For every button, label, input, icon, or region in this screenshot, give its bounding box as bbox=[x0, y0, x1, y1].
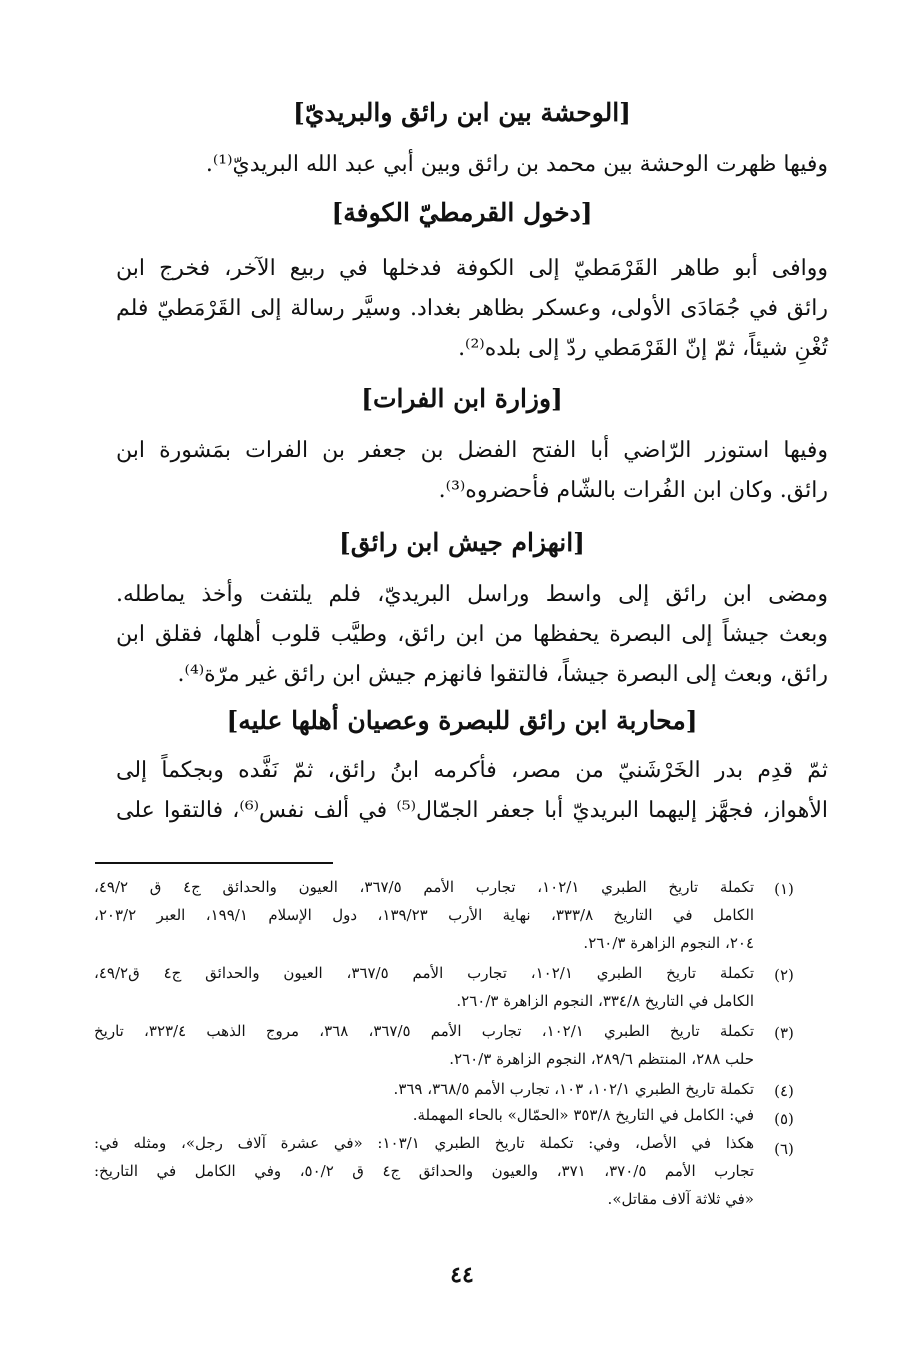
text-line: ووافى أبو طاهر القَرْمَطيّ إلى الكوفة فدخلها في ربيع الآخر، فخرج ابن bbox=[116, 256, 828, 281]
text-line: وفيها ظهرت الوحشة بين محمد بن رائق وبين أبي عبد الله البريديّ⁽¹⁾. bbox=[205, 152, 828, 177]
footnote-line: الكامل في التاريخ ٣٣٣/٨، نهاية الأرب ١٣٩/٢٣، دول الإسلام ١٩٩/١، العبر ٢٠٣/٢، bbox=[94, 906, 755, 924]
text-line: تُغْنِ شيئاً، ثمّ إنّ القَرْمَطي ردّ إلى بلده⁽²⁾. bbox=[458, 336, 828, 361]
section-heading: [محاربة ابن رائق للبصرة وعصيان أهلها عليه] bbox=[226, 706, 698, 735]
footnote-number: (٢) bbox=[774, 966, 794, 984]
footnote-number: (٥) bbox=[774, 1110, 794, 1128]
page-number: ٤٤ bbox=[450, 1262, 474, 1288]
footnote-line: تكملة تاريخ الطبري ١٠٢/١، تجارب الأمم ٣٦٧/٥، ٣٦٨، مروج الذهب ٣٢٣/٤، تاريخ bbox=[94, 1022, 755, 1040]
footnote-line: ٢٠٤، النجوم الزاهرة ٢٦٠/٣. bbox=[583, 934, 754, 952]
text-line: رائق. وكان ابن الفُرات بالشّام فأحضروه⁽³⁾. bbox=[438, 478, 828, 503]
text-line: رائق، وبعث إلى البصرة جيشاً، فالتقوا فانهزم جيش ابن رائق غير مرّة⁽⁴⁾. bbox=[177, 662, 828, 687]
footnote-line: تكملة تاريخ الطبري ١٠٢/١، ١٠٣، تجارب الأمم ٣٦٨/٥، ٣٦٩. bbox=[393, 1080, 754, 1098]
footnote-line: تكملة تاريخ الطبري ١٠٢/١، تجارب الأمم ٣٦٧/٥، العيون والحدائق ج٤ ق ٤٩/٢، bbox=[94, 878, 755, 896]
footnote-number: (٤) bbox=[774, 1082, 794, 1100]
text-line: ثمّ قدِم بدر الخَرْشَنيّ من مصر، فأكرمه ابنُ رائق، ثمّ نَفَّده وبجكماً إلى bbox=[116, 758, 828, 783]
footnote-line: «في ثلاثة آلاف مقاتل». bbox=[607, 1190, 754, 1208]
footnote-line: في: الكامل في التاريخ ٣٥٣/٨ «الحمّال» بالحاء المهملة. bbox=[412, 1106, 754, 1124]
section-heading: [الوحشة بين ابن رائق والبريديّ] bbox=[292, 98, 632, 127]
section-heading: [دخول القرمطيّ الكوفة] bbox=[331, 198, 593, 227]
footnote-number: (٣) bbox=[774, 1024, 794, 1042]
text-line: ومضى ابن رائق إلى واسط وراسل البريديّ، فلم يلتفت وأخذ يماطله. bbox=[116, 582, 828, 607]
text-line: رائق في جُمَادَى الأولى، وعسكر بظاهر بغداد. وسيَّر رسالة إلى القَرْمَطيّ فلم bbox=[116, 296, 828, 321]
footnote-line: الكامل في التاريخ ٣٣٤/٨، النجوم الزاهرة ٢٦٠/٣. bbox=[456, 992, 754, 1010]
section-heading: [وزارة ابن الفرات] bbox=[361, 384, 563, 413]
footnote-number: (١) bbox=[774, 880, 794, 898]
footnote-line: تكملة تاريخ الطبري ١٠٢/١، تجارب الأمم ٣٦٧/٥، العيون والحدائق ج٤ ق٤٩/٢، bbox=[94, 964, 755, 982]
text-line: الأهواز، فجهَّز إليهما البريديّ أبا جعفر الجمّال⁽⁵⁾ في ألف نفس⁽⁶⁾، فالتقوا على bbox=[116, 798, 828, 823]
footnote-line: حلب ٢٨٨، المنتظم ٢٨٩/٦، النجوم الزاهرة ٢٦٠/٣. bbox=[449, 1050, 754, 1068]
footnote-line: تجارب الأمم ٣٧٠/٥، ٣٧١، والعيون والحدائق ج٤ ق ٥٠/٢، وفي الكامل في التاريخ: bbox=[94, 1162, 754, 1180]
footnote-line: هكذا في الأصل، وفي: تكملة تاريخ الطبري ١٠٣/١: «في عشرة آلاف رجل»، ومثله في: bbox=[94, 1134, 754, 1152]
section-heading: [انهزام جيش ابن رائق] bbox=[338, 528, 586, 557]
footnote-number: (٦) bbox=[774, 1140, 794, 1158]
footnote-separator bbox=[95, 862, 333, 864]
text-line: وبعث جيشاً إلى البصرة يحفظها من ابن رائق، وطيَّب قلوب أهلها، فقلق ابن bbox=[116, 622, 828, 647]
text-line: وفيها استوزر الرّاضي أبا الفتح الفضل بن جعفر بن الفرات بمَشورة ابن bbox=[116, 438, 828, 463]
